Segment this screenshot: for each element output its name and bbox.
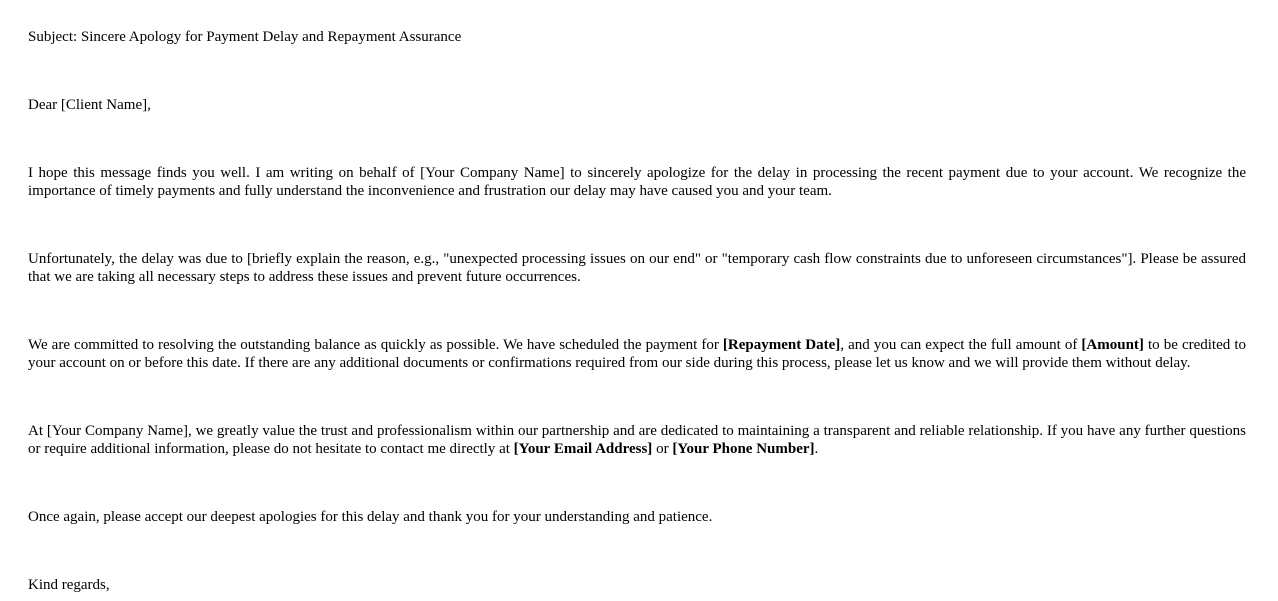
repayment-date-placeholder: [Repayment Date] [722,337,841,353]
paragraph-repayment-text-1: We are committed to resolving the outstanding balance as quickly as possible. We have scheduled the payment for [28,337,723,353]
email-address-placeholder: [Your Email Address] [513,441,653,457]
amount-placeholder: [Amount] [1081,337,1144,353]
paragraph-repayment-text-2: , and you can expect the full amount of [840,337,1082,353]
email-greeting: Dear [Client Name], [28,97,151,113]
paragraph-contact-text-2: or [652,441,673,457]
email-letter [28,28,1246,601]
paragraph-reason: Unfortunately, the delay was due to [briefly explain the reason, e.g., "unexpected processing issues on our end" or "temporary cash flow constraints due to unforeseen circumstances"]. Please be assured that we are taking all necessary steps to address these issues and prevent future occurrences. [28,251,1246,285]
paragraph-contact-text-3: . [814,441,819,457]
paragraph-contact-text-1: At [Your Company Name], we greatly value the trust and professionalism within our partnership and are dedicated to maintaining a transparent and reliable relationship. If you have any further questions or require additional information, please do not hesitate to contact me directly at [28,423,1246,457]
email-closing: Kind regards, [28,577,110,593]
paragraph-intro: I hope this message finds you well. I am writing on behalf of [Your Company Name] to sincerely apologize for the delay in processing the recent payment due to your account. We recognize the importance of timely payments and fully understand the inconvenience and frustration our delay may have caused you and your team. [28,165,1246,199]
paragraph-contact [28,422,1246,458]
paragraph-apology: Once again, please accept our deepest apologies for this delay and thank you for your understanding and patience. [28,509,713,525]
email-subject: Subject: Sincere Apology for Payment Delay and Repayment Assurance [28,29,462,45]
phone-number-placeholder: [Your Phone Number] [672,441,815,457]
paragraph-repayment [28,336,1246,372]
paragraph-repayment-text-3: to be credited to your account on or before this date. If there are any additional documents or confirmations required from our side during this process, please let us know and we will provide them without delay. [28,337,1246,371]
